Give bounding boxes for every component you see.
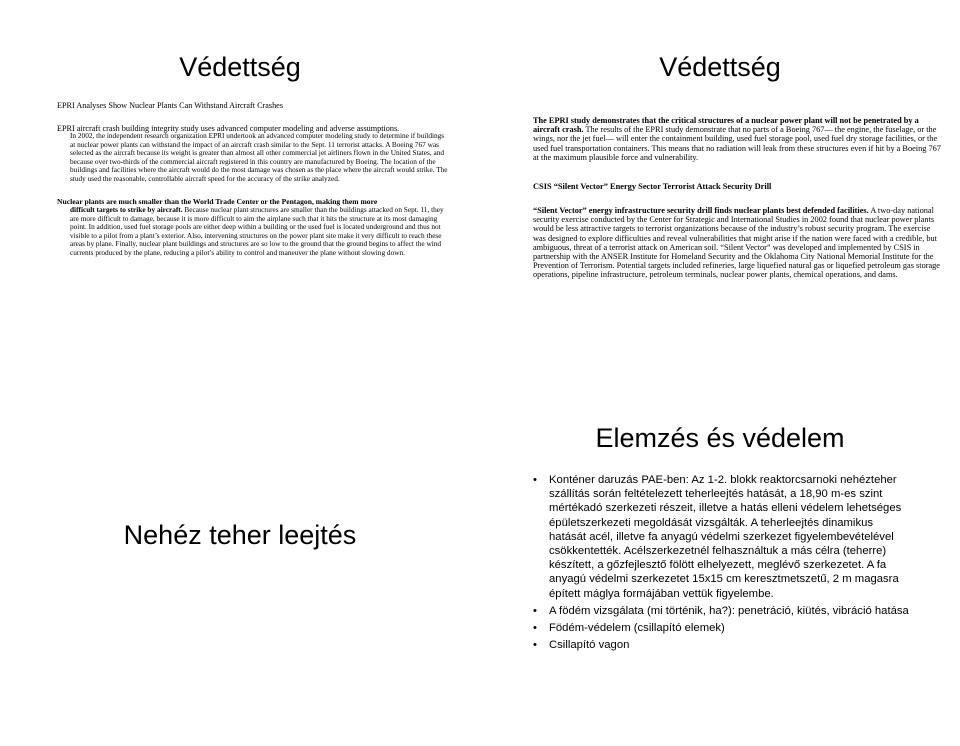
list-item: • A födém vizsgálata (mi történik, ha?): penetráció, kiütés, vibráció hatása: [531, 604, 911, 618]
slide-4: [480, 373, 960, 746]
slide-2: [480, 0, 960, 373]
article-heading: EPRI Analyses Show Nuclear Plants Can Withstand Aircraft Crashes: [57, 101, 284, 110]
article-paragraph: [533, 206, 943, 280]
article-paragraph: [70, 206, 450, 258]
article-paragraph: In 2002, the independent research organization EPRI undertook an advanced computer modeling study to determine if buildings at nuclear power plants can withstand the impact of an aircraft crash similar to the Sept. 11 terrorist attacks. A Boeing 767 was selected as the aircraft because its weight is greater than almost all other commercial jet airliners flown in the United States, and because over two-thirds of the commercial aircraft registered in this country are manufactured by Boeing. The location of the buildings and facilities where the aircraft would do the most damage was chosen as the place where the aircraft would strike. The study used the reasonable, controllable aircraft speed for the accuracy of the strike analyzed.: [70, 131, 448, 183]
slide-title: Nehéz teher leejtés: [123, 520, 357, 550]
article-heading: CSIS “Silent Vector” Energy Sector Terrorist Attack Security Drill: [533, 182, 772, 191]
paragraph-bold-text: “Silent Vector” energy infrastructure security drill finds nuclear plants best defended facilities.: [533, 206, 869, 215]
slide-title: Védettség: [179, 52, 301, 82]
bullet-list: [531, 473, 911, 655]
slide-1: [0, 0, 480, 373]
list-item: • Csillapító vagon: [531, 638, 911, 652]
slide-title: Elemzés és védelem: [595, 423, 845, 453]
paragraph-text: Because nuclear plant structures are smaller than the buildings attacked on Sept. 11, they are more difficult to damage, because it is more difficult to aim the airplane such that it hits the structure at its most damaging point. In addition, used fuel storage pools are either deep within a building or the used fuel is located underground and thus not visible to a pilot from a plant’s exterior. Also, intervening structures on the power plant site make it very difficult to reach these areas by plane. Finally, nuclear plant buildings and structures are so low to the ground that the ground begins to affect the wind currents produced by the plane, reducing a pilot’s ability to control and maneuver the plane without slowing down.: [70, 205, 444, 257]
paragraph-text: The results of the EPRI study demonstrate that no parts of a Boeing 767— the engine, the fuselage, or the wings, nor the jet fuel— will enter the containment building, used fuel storage pool, used fuel dry storage facilities, or the used fuel transportation containers. This means that no radiation will leak from these structures even if hit by a Boeing 767 at the maximum plausible force and vulnerability.: [533, 125, 941, 162]
paragraph-bold-text: difficult targets to strike by aircraft.: [70, 205, 183, 214]
paragraph-text: A two-day national security exercise conducted by the Center for Strategic and International Studies in 2002 found that nuclear power plants would be less attractive targets to terrorist organizations because of the industry’s robust security program. The exercise was designed to explore difficulties and reveal vulnerabilities that might arise if the nation were faced with a credible, but ambiguous, threat of a terrorist attack on American soil. “Silent Vector” was developed and implemented by CSIS in partnership with the ANSER Institute for Homeland Security and the Oklahoma City National Memorial Institute for the Prevention of Terrorism. Potential targets included refineries, large liquefied natural gas or liquefied petroleum gas storage operations, pipeline infrastructure, petroleum terminals, nuclear power plants, chemical operations, and dams.: [533, 206, 940, 280]
list-item: • Konténer daruzás PAE-ben: Az 1-2. blokk reaktorcsarnoki nehézteher szállítás során feltételezett teherleejtés hatását, a 18,90 m-es szint mértékadó szerkezeti részeit, illetve a hatás elleni védelem lehetséges épületszerkezeti megoldását vizsgálták. A teherleejtés dinamikus hatását acél, illetve fa anyagú védelmi szerkezet figyelembevételével csökkentették. Acélszerkezetnél felhasználtuk a más célra (teherre) készített, a gőzfejlesztő fölött elhelyezett, meglévő szerkezetet. A fa anyagú védelmi szerkezetet 15x15 cm keresztmetszetű, 2 m magasra épített máglya formájában vettük figyelembe.: [531, 473, 911, 601]
paragraph-bold-text: The EPRI study demonstrates that the critical structures of a nuclear power plant will not be penetrated by a aircraft crash.: [533, 116, 919, 135]
article-paragraph: [533, 116, 943, 162]
slide-3: [0, 373, 480, 746]
list-item: • Födém-védelem (csillapító elemek): [531, 621, 911, 635]
slide-title: Védettség: [659, 52, 781, 82]
article-paragraph-lead: Nuclear plants are much smaller than the World Trade Center or the Pentagon, making them more: [57, 197, 378, 206]
article-subheading: EPRI aircraft crash building integrity study uses advanced computer modeling and adverse assumptions.: [57, 124, 400, 133]
